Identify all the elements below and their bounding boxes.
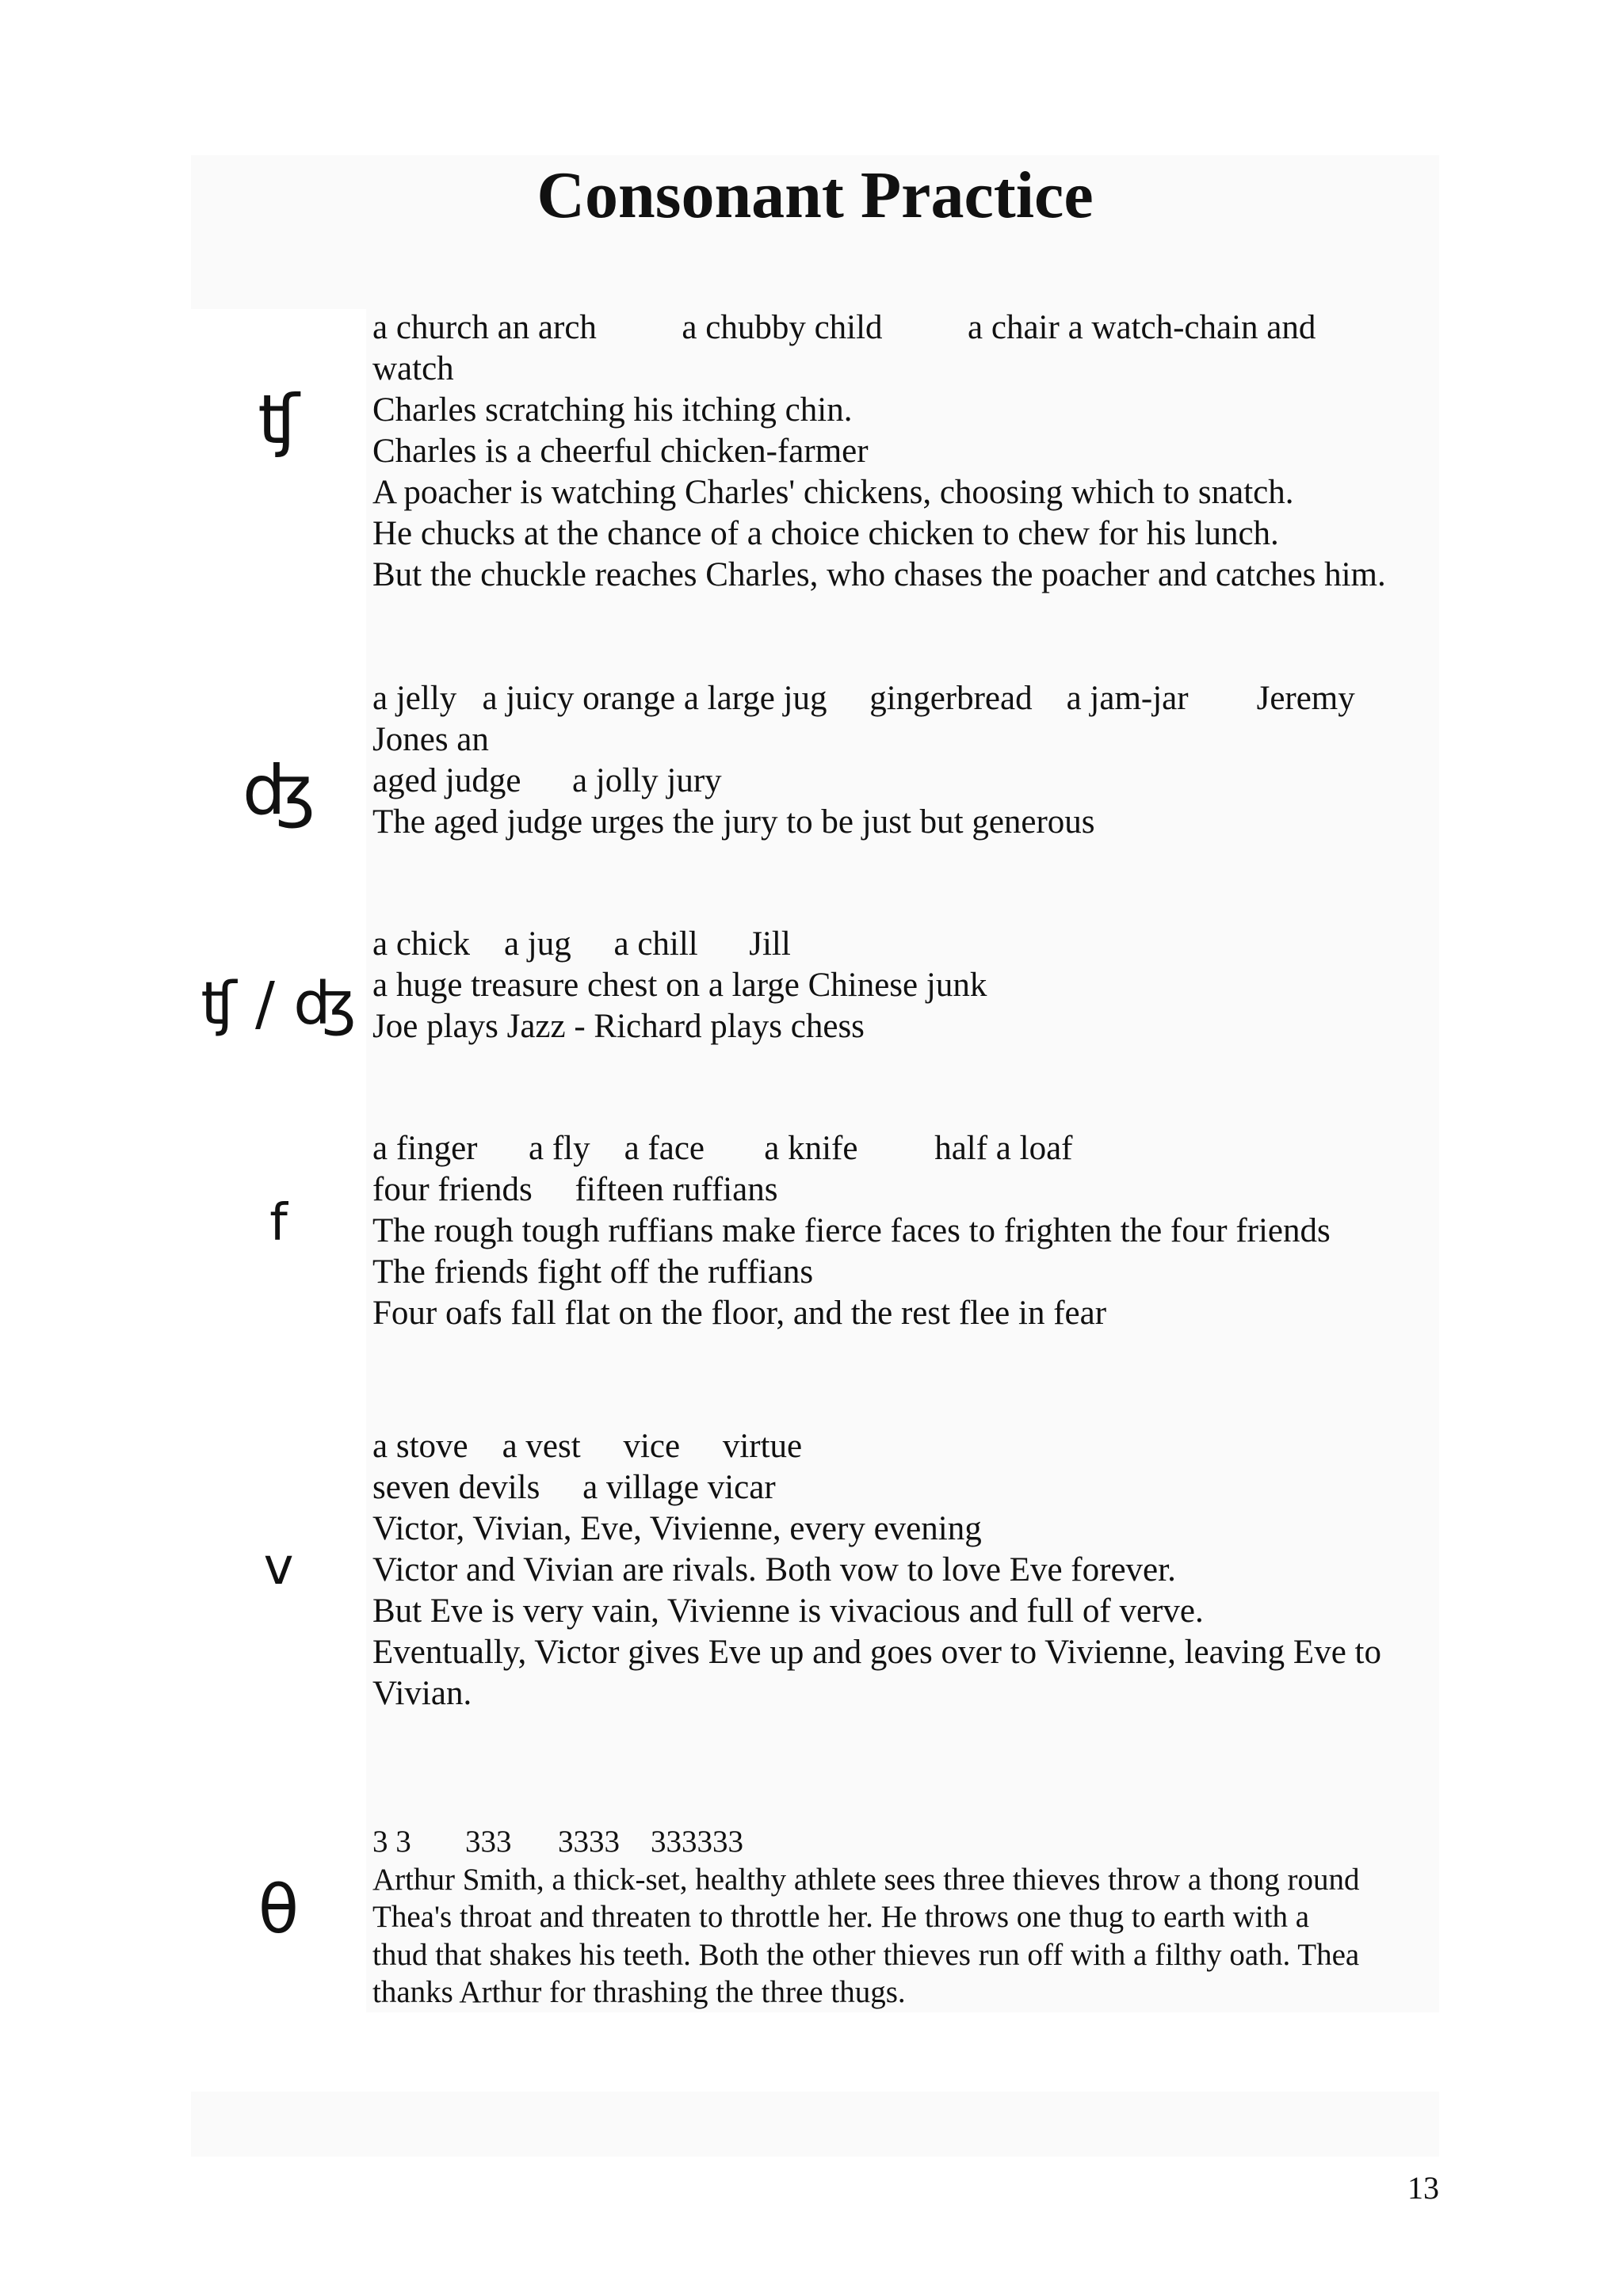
phonetic-symbol-ch: ʧ xyxy=(258,380,300,460)
text-line: Charles scratching his itching chin. xyxy=(372,391,853,429)
footer-band xyxy=(191,2092,1439,2157)
text-line: A poacher is watching Charles' chickens, choosing which to snatch. xyxy=(372,474,1294,511)
text-line: The aged judge urges the jury to be just but generous xyxy=(372,803,1095,841)
phonetic-symbol-j: ʤ xyxy=(242,751,315,830)
text-line: seven devils a village vicar xyxy=(372,1469,776,1506)
text-line: Vivian. xyxy=(372,1675,472,1712)
text-line: Four oafs fall flat on the floor, and the rest flee in fear xyxy=(372,1295,1107,1332)
text-line: a chick a jug a chill Jill xyxy=(372,925,791,963)
text-line: Victor and Vivian are rivals. Both vow to love Eve forever. xyxy=(372,1551,1176,1589)
section-j-text xyxy=(372,678,1439,843)
text-line: a stove a vest vice virtue xyxy=(372,1428,803,1465)
text-line: four friends fifteen ruffians xyxy=(372,1171,778,1208)
text-line: aged judge a jolly jury xyxy=(372,762,722,799)
phonetic-symbol-v: v xyxy=(263,1538,294,1596)
text-line: watch xyxy=(372,350,454,387)
section-ch-j-text xyxy=(372,924,1439,1047)
section-v-text xyxy=(372,1426,1439,1714)
text-line: a church an arch a chubby child a chair a watch-chain and xyxy=(372,309,1316,346)
text-line: 3 3 333 3333 333333 xyxy=(372,1825,743,1859)
text-line: He chucks at the chance of a choice chicken to chew for his lunch. xyxy=(372,515,1279,552)
text-line: Victor, Vivian, Eve, Vivienne, every evening xyxy=(372,1510,982,1547)
text-line: Arthur Smith, a thick-set, healthy athlete sees three thieves throw a thong round xyxy=(372,1862,1360,1897)
page-number: 13 xyxy=(1407,2170,1439,2206)
text-line: thanks Arthur for thrashing the three thugs. xyxy=(372,1975,906,2009)
page-title-text: Consonant Practice xyxy=(537,158,1094,232)
text-line: Joe plays Jazz - Richard plays chess xyxy=(372,1008,865,1045)
text-line: The rough tough ruffians make fierce faces to frighten the four friends xyxy=(372,1212,1331,1249)
text-line: a jelly a juicy orange a large jug gingerbread a jam-jar Jeremy xyxy=(372,680,1355,717)
phonetic-symbol-ch-j: ʧ / ʤ xyxy=(200,970,356,1038)
title-band xyxy=(191,155,1439,309)
text-line: a finger a fly a face a knife half a loaf xyxy=(372,1130,1073,1167)
text-line: The friends fight off the ruffians xyxy=(372,1253,814,1291)
text-line: But Eve is very vain, Vivienne is vivacious and full of verve. xyxy=(372,1592,1204,1630)
text-line: Thea's throat and threaten to throttle her. He throws one thug to earth with a xyxy=(372,1900,1310,1934)
text-line: thud that shakes his teeth. Both the other thieves run off with a filthy oath. Thea xyxy=(372,1937,1360,1972)
page-title xyxy=(191,158,1439,232)
text-line: But the chuckle reaches Charles, who chases the poacher and catches him. xyxy=(372,556,1386,593)
section-th-text xyxy=(372,1823,1439,2012)
text-line: Charles is a cheerful chicken-farmer xyxy=(372,433,869,470)
phonetic-symbol-f: f xyxy=(269,1194,288,1253)
text-line: a huge treasure chest on a large Chinese junk xyxy=(372,967,987,1004)
section-ch-text xyxy=(372,307,1439,596)
section-f-text xyxy=(372,1128,1439,1334)
phonetic-symbol-th: θ xyxy=(258,1871,300,1948)
text-line: Jones an xyxy=(372,721,489,758)
text-line: Eventually, Victor gives Eve up and goes over to Vivienne, leaving Eve to xyxy=(372,1634,1381,1671)
